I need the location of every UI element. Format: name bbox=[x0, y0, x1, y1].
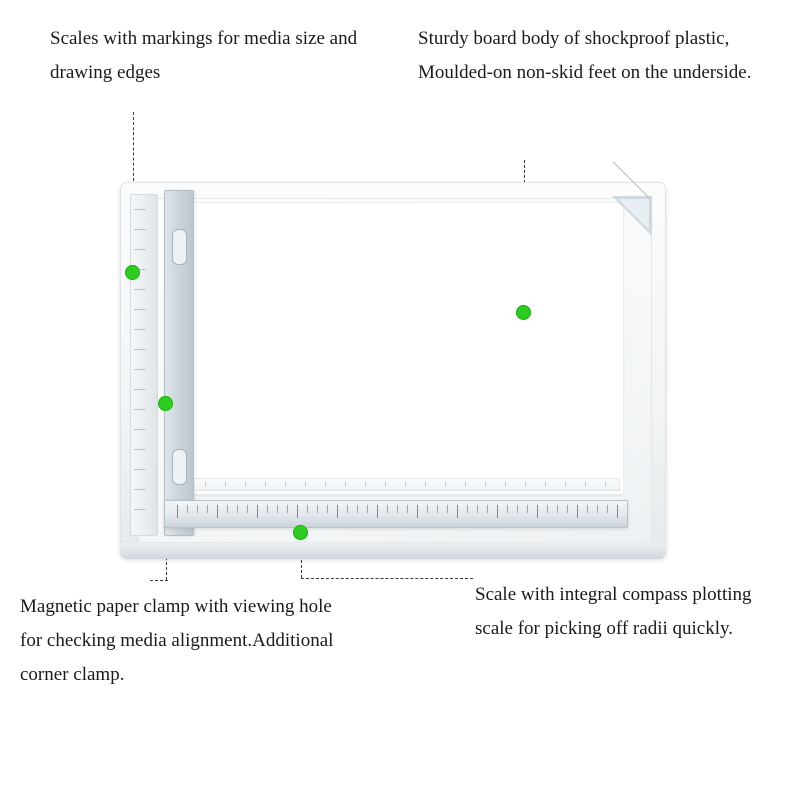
horizontal-scale-ruler[interactable] bbox=[164, 500, 628, 528]
annotation-text-magnetic-clamp: Magnetic paper clamp with viewing hole for checking media alignment.Additional corner clamp. bbox=[20, 596, 334, 685]
callout-dot-compass-scale[interactable] bbox=[293, 525, 308, 540]
annotation-text-board-body: Sturdy board body of shockproof plastic, Moulded-on non-skid feet on the underside. bbox=[418, 28, 752, 83]
callout-dot-scales[interactable] bbox=[125, 265, 140, 280]
leader-line-compass-scale-elbow bbox=[301, 578, 473, 579]
left-vertical-scale bbox=[130, 194, 158, 536]
corner-clamp[interactable] bbox=[606, 196, 652, 242]
callout-dot-magnetic-clamp[interactable] bbox=[158, 396, 173, 411]
paper-sheet bbox=[188, 202, 624, 504]
drawing-board bbox=[120, 182, 666, 558]
media-edge-scale bbox=[194, 478, 620, 491]
magnetic-paper-clamp-bar[interactable] bbox=[164, 190, 194, 536]
viewing-hole-upper bbox=[172, 229, 187, 265]
board-front-lip bbox=[120, 542, 666, 559]
callout-dot-board-body[interactable] bbox=[516, 305, 531, 320]
leader-line-magnetic-clamp-elbow bbox=[150, 580, 168, 581]
annotation-text-compass-scale: Scale with integral compass plotting scale for picking off radii quickly. bbox=[475, 584, 752, 639]
viewing-hole-lower bbox=[172, 449, 187, 485]
annotation-text-scales: Scales with markings for media size and drawing edges bbox=[50, 28, 358, 83]
